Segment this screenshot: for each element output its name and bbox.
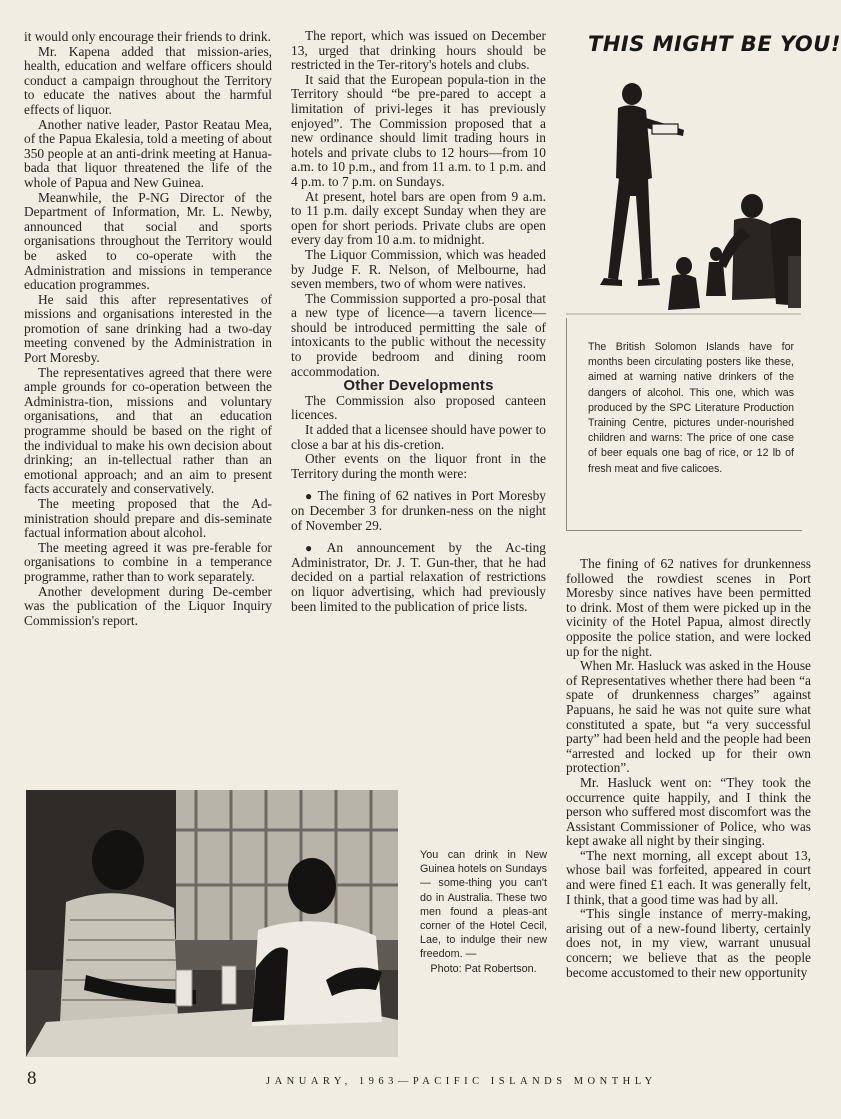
bullet-text: An announcement by the Ac-ting Administrator, Dr. J. T. Gun-ther, that he had decided on a partial relaxation of restrictions on liquor advertising, which had previously been limited to the publication of price lists. bbox=[291, 540, 546, 614]
running-footer: JANUARY, 1963—PACIFIC ISLANDS MONTHLY bbox=[266, 1076, 657, 1087]
hotel-photo bbox=[26, 790, 398, 1057]
paragraph: The meeting agreed it was pre-ferable for organisations to combine in a temperance programme, rather than to work separately. bbox=[24, 539, 272, 584]
paragraph: The report, which was issued on December 13, urged that drinking hours should be restricted in the Ter-ritory's hotels and clubs. bbox=[291, 28, 546, 73]
article-column-3 bbox=[566, 556, 811, 980]
paragraph: At present, hotel bars are open from 9 a.m. to 11 p.m. daily except Sunday when they are open for short periods. Private clubs are open every day from 10 a.m. to midnight. bbox=[291, 188, 546, 248]
section-subheading: Other Developments bbox=[343, 377, 494, 395]
paragraph: When Mr. Hasluck was asked in the House of Representatives whether there had been “a spate of drunkenness charges” against Papuans, he said he was not quite sure what constituted a spate, but “a very successful party” had been held and the people had been “arrested and locked up for their own protection”. bbox=[566, 658, 811, 776]
paragraph: The representatives agreed that there were ample grounds for co-operation between the Administra-tion, missions and voluntary organisations, and that an education programme should be based on the right of the individual to make his own decision about drinking; an in-tellectual rather than an emotional approach; and an aim to present facts accurately and conservatively. bbox=[24, 364, 272, 497]
bullet-item bbox=[291, 489, 546, 533]
paragraph: Mr. Kapena added that mission-aries, health, education and welfare officers should conduct a campaign throughout the Territory to educate the natives about the harmful effects of liquor. bbox=[24, 43, 272, 117]
paragraph: Mr. Hasluck went on: “They took the occurrence quite happily, and I think the person who suffered most discomfort was the Assistant Commissioner of Police, who was kept awake all night by their singing. bbox=[566, 774, 811, 849]
article-column-1 bbox=[24, 30, 272, 628]
paragraph: The Commission supported a pro-posal that a new type of licence—a tavern licence—should be introduced permitting the sale of intoxicants to the public without the necessity to provide bedroom and dining room accommodation. bbox=[291, 290, 546, 379]
paragraph: The fining of 62 natives for drunkenness followed the rowdiest scenes in Port Moresby since natives have been permitted to drink. Most of them were picked up in the vicinity of the Hotel Papua, almost directly opposite the police station, and were locked up for the night. bbox=[566, 556, 811, 659]
paragraph: Meanwhile, the P-NG Director of the Department of Information, Mr. L. Newby, announced that social and sports organisations throughout the Territory would be asked to co-operate with the Administration and missions in temperance education programmes. bbox=[24, 189, 272, 293]
paragraph: The Liquor Commission, which was headed by Judge F. R. Nelson, of Melbourne, had seven members, two of whom were natives. bbox=[291, 246, 546, 292]
poster-caption: The British Solomon Islands have for months been circulating posters like these, aimed at warning native drinkers of the dangers of alcohol. This one, which was produced by the SPC Literature Production Training Centre, pictures under-nourished children and warns: The price of one case of beer equals one bag of rice, or 12 lb of fresh meat and five calicoes. bbox=[588, 341, 794, 475]
poster-title: THIS MIGHT BE YOU! bbox=[588, 32, 841, 56]
bullet-icon: ● bbox=[305, 489, 314, 504]
paragraph: It said that the European popula-tion in the Territory should “be pre-pared to accept a limitation of privi-leges it has previously enjoyed”. The Commission proposed that a new ordinance should limit trading hours in hotels and private clubs to 12 hours—from 10 a.m. to 10 p.m., and from 11 a.m. to 1 p.m. and 4 p.m. to 7 p.m. on Sundays. bbox=[291, 71, 546, 189]
page-number: 8 bbox=[27, 1068, 37, 1089]
photo-credit: Photo: Pat Robertson. bbox=[430, 962, 537, 975]
paragraph: “The next morning, all except about 13, whose bail was forfeited, appeared in court and were fined £1 each. It was generally felt, I think, that a good time was had by all. bbox=[566, 847, 811, 907]
poster-drawing-icon bbox=[566, 28, 801, 318]
paragraph: The meeting proposed that the Ad-ministration should prepare and dis-seminate factual information about alcohol. bbox=[24, 496, 272, 541]
poster-illustration bbox=[566, 28, 841, 318]
paragraph: it would only encourage their friends to drink. bbox=[24, 29, 271, 44]
paragraph: The Commission also proposed canteen licences. bbox=[291, 392, 546, 423]
paragraph: It added that a licensee should have power to close a bar at his dis-cretion. bbox=[291, 422, 546, 452]
bullet-icon: ● bbox=[305, 541, 323, 556]
bullet-text: The fining of 62 natives in Port Moresby on December 3 for drunken-ness on the night of November 29. bbox=[291, 488, 547, 533]
paragraph: “This single instance of merry-making, arising out of a new-found liberty, certainly does not, in my view, warrant unusual concern; we believe that as the people become accustomed to their new opportunity bbox=[566, 906, 811, 980]
photo-image-icon bbox=[26, 790, 398, 1057]
paragraph: Other events on the liquor front in the Territory during the month were: bbox=[291, 451, 546, 481]
paragraph: He said this after representatives of missions and organisations interested in the promotion of sane drinking had a two-day meeting convened by the Administration in Port Moresby. bbox=[24, 291, 272, 366]
article-column-2 bbox=[291, 29, 546, 614]
paragraph: Another native leader, Pastor Reatau Mea, of the Papua Ekalesia, told a meeting of about 350 people at an anti-drink meeting at Hanua-bada that liquor threatened the life of the whole of Papua and New Guinea. bbox=[24, 116, 272, 190]
bullet-item bbox=[291, 541, 546, 614]
photo-caption bbox=[420, 848, 547, 976]
photo-caption-text: You can drink in New Guinea hotels on Sundays — some-thing you can't do in Australia. These two men found a pleas-ant corner of the Hotel Cecil, Lae, to indulge their new freedom. — bbox=[420, 849, 547, 961]
paragraph: Another development during De-cember was the publication of the Liquor Inquiry Commission's report. bbox=[24, 583, 272, 628]
